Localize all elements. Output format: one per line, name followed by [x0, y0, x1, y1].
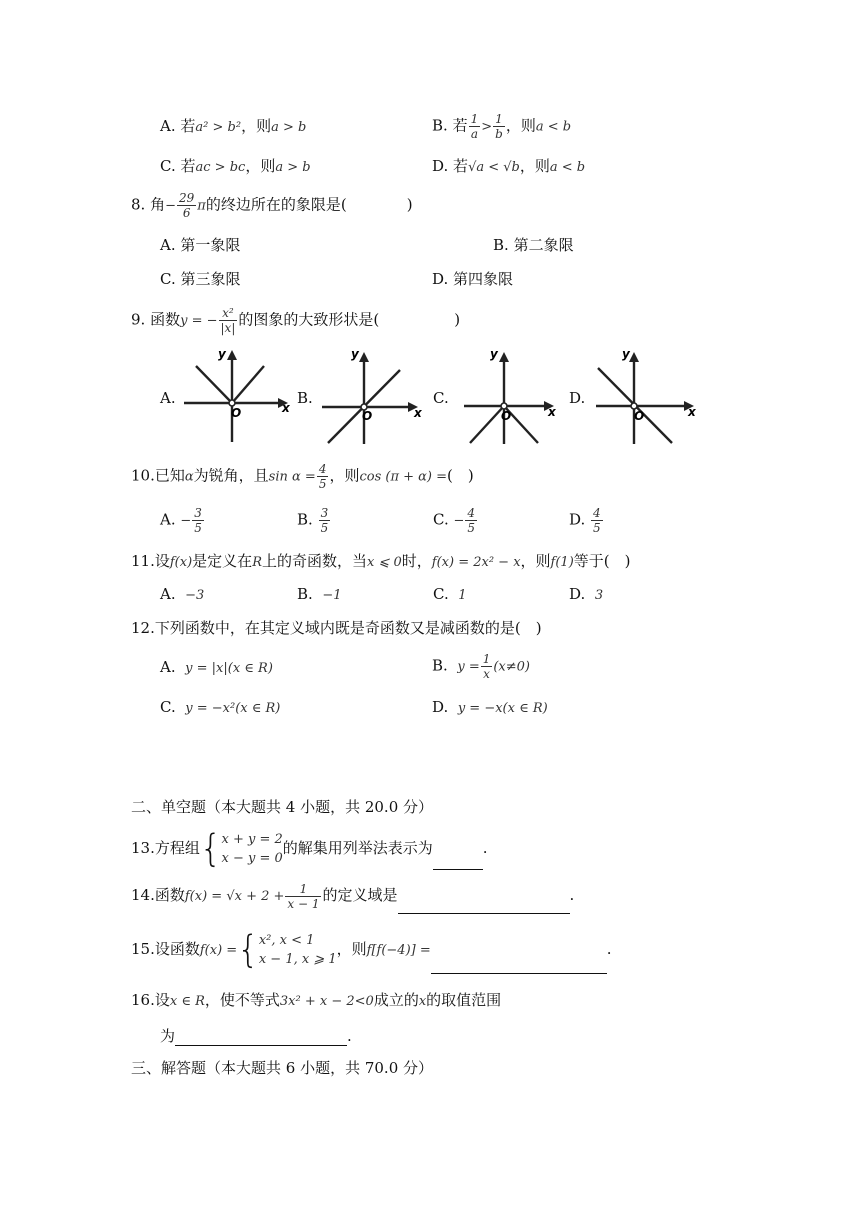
option-label: D.	[432, 157, 449, 175]
case: x², x < 1	[258, 933, 315, 948]
math-expr: −3	[185, 588, 205, 603]
math-expr: sin α =	[268, 469, 316, 485]
option-label: C.	[433, 585, 449, 603]
denominator: b	[495, 127, 503, 141]
option-label: C.	[160, 698, 176, 716]
q10-option-a	[160, 506, 205, 535]
question-number: 11.	[131, 552, 155, 570]
question-text: 方程组	[154, 839, 200, 857]
question-number: 12.	[131, 619, 155, 637]
answer-paren: ( )	[514, 619, 542, 637]
case: x − 1, x ⩾ 1	[258, 952, 337, 967]
option-text: 若	[453, 157, 469, 175]
axis-y-label: y	[218, 347, 226, 361]
fraction	[317, 462, 329, 491]
question-text: 角	[150, 195, 166, 214]
math-expr: 3x² + x − 2<0	[279, 994, 374, 1009]
question-text: 的图象的大致形状是	[238, 310, 374, 329]
question-text: 设	[154, 552, 170, 570]
denominator: 5	[593, 521, 601, 535]
math-expr: α	[184, 469, 194, 485]
math-expr: π	[197, 198, 206, 214]
answer-paren: ( )	[340, 195, 413, 214]
fraction	[192, 506, 204, 535]
fraction	[591, 506, 603, 535]
math-expr: 3	[594, 588, 604, 603]
math-expr: f(x) = 2x² − x	[431, 555, 521, 570]
question-text: 时，	[401, 552, 432, 570]
graph-c	[460, 346, 560, 446]
brace-glyph: {	[237, 928, 259, 972]
q12-option-d	[432, 697, 548, 719]
q10-option-c	[433, 506, 478, 535]
question-text: 函数	[154, 886, 185, 904]
numerator: 1	[493, 112, 505, 127]
option-text: 第三象限	[180, 270, 241, 288]
q15-stem	[131, 926, 612, 974]
math-expr: cos (π + α) =	[359, 469, 448, 485]
axis-x-label: x	[414, 406, 422, 420]
fraction	[465, 506, 477, 535]
option-text: 第四象限	[453, 270, 514, 288]
math-expr: f(x) =	[199, 943, 238, 958]
option-label: A.	[160, 236, 176, 254]
math-expr: a > b	[271, 120, 307, 135]
equation: x − y = 0	[221, 851, 283, 866]
option-text: ，则	[241, 117, 272, 135]
fraction	[469, 112, 481, 141]
question-text: 的终边所在的象限是	[205, 195, 341, 214]
question-text: 设函数	[154, 940, 200, 958]
q7-option-a	[160, 116, 306, 138]
question-text: 设	[154, 991, 170, 1009]
denominator: 5	[318, 477, 327, 491]
option-text: ，则	[505, 116, 536, 135]
option-text: ，则	[519, 157, 550, 175]
question-text: 函数	[150, 310, 181, 329]
answer-paren: ( )	[447, 466, 474, 485]
equation-system	[222, 830, 283, 868]
question-text: 等于	[573, 552, 604, 570]
question-number: 8.	[131, 195, 146, 214]
option-label: B.	[297, 585, 313, 603]
question-number: 10.	[131, 466, 155, 485]
denominator: 5	[320, 521, 329, 535]
answer-blank[interactable]	[433, 853, 483, 870]
axis-x-label: x	[688, 405, 696, 419]
q12-option-a	[160, 657, 273, 679]
option-label: A.	[160, 585, 176, 603]
option-text: 若	[452, 116, 468, 135]
numerator: 3	[194, 506, 202, 520]
math-expr: x	[418, 994, 427, 1009]
math-expr: −	[453, 513, 465, 529]
q9-stem	[131, 306, 460, 335]
math-expr: ac > bc	[195, 160, 246, 175]
q13-stem	[131, 826, 488, 870]
question-text: ，则	[329, 466, 360, 485]
q10-stem	[131, 462, 474, 491]
q11-option-c	[433, 584, 467, 606]
numerator: 3	[320, 506, 329, 520]
math-expr: f(x)	[169, 555, 193, 570]
math-expr: y = −x(x ∈ R)	[457, 701, 548, 716]
q11-option-a	[160, 584, 204, 606]
fraction	[285, 882, 321, 911]
graph-b	[318, 346, 424, 446]
question-number: 14.	[131, 886, 155, 904]
punctuation: .	[347, 1027, 352, 1045]
math-expr: y = |x|(x ∈ R)	[185, 661, 273, 676]
q12-stem	[131, 618, 542, 638]
q12-option-b	[432, 652, 530, 681]
axis-x-label: x	[548, 405, 556, 419]
q10-option-b	[297, 506, 331, 535]
axis-y-label: y	[622, 347, 630, 361]
math-expr: x ∈ R	[169, 994, 205, 1009]
graph-a	[178, 346, 294, 446]
q9-option-d-label: D.	[569, 389, 586, 407]
option-label: C.	[160, 157, 176, 175]
q7-option-b	[432, 112, 571, 141]
q16-line2	[160, 1026, 352, 1046]
q8-option-d	[432, 269, 513, 289]
answer-blank[interactable]	[431, 957, 607, 974]
fraction	[177, 191, 196, 220]
question-text: 为锐角，且	[193, 466, 269, 485]
question-text: ，使不等式	[204, 991, 280, 1009]
axis-y-label: y	[490, 347, 498, 361]
option-text: 第一象限	[180, 236, 241, 254]
math-expr: (x≠0)	[493, 659, 530, 675]
question-number: 15.	[131, 940, 155, 958]
answer-blank[interactable]	[398, 897, 570, 914]
option-label: A.	[160, 117, 176, 135]
option-label: B.	[432, 656, 448, 675]
answer-blank[interactable]	[175, 1029, 347, 1046]
fraction	[493, 112, 505, 141]
q9-option-c-label: C.	[433, 389, 449, 407]
q9-option-b-label: B.	[297, 389, 313, 407]
option-text: 若	[180, 157, 196, 175]
origin-label: O	[231, 406, 242, 420]
piecewise-cases	[259, 931, 337, 969]
q8-option-c	[160, 269, 241, 289]
q16-stem	[131, 990, 501, 1012]
q11-option-b	[297, 584, 342, 606]
math-expr: −	[180, 513, 192, 529]
fraction	[481, 652, 493, 681]
q7-option-d	[432, 156, 585, 178]
denominator: x	[483, 667, 490, 681]
option-label: C.	[160, 270, 176, 288]
math-expr: −1	[322, 588, 342, 603]
math-expr: >	[481, 119, 493, 135]
question-text: 上的奇函数，当	[261, 552, 367, 570]
option-label: B.	[297, 510, 313, 529]
denominator: x − 1	[287, 896, 320, 911]
q10-option-d	[569, 506, 604, 535]
option-label: D.	[569, 585, 586, 603]
math-expr: f(1)	[550, 555, 574, 570]
numerator: x²	[219, 306, 238, 321]
question-text: 下列函数中，在其定义域内既是奇函数又是减函数的是	[154, 619, 515, 637]
equation: x + y = 2	[221, 832, 283, 847]
q11-stem	[131, 551, 631, 573]
math-expr: R	[252, 555, 262, 570]
numerator: 1	[470, 112, 479, 126]
graph-d	[592, 346, 702, 446]
question-text: ，则	[336, 940, 367, 958]
numerator: 29	[179, 191, 195, 205]
question-text: 的定义域是	[322, 886, 398, 904]
question-text: 已知	[154, 466, 185, 485]
math-expr: 1	[458, 588, 467, 603]
q11-option-d	[569, 584, 603, 606]
origin-label: O	[634, 409, 645, 423]
numerator: 4	[593, 506, 601, 520]
option-text: ，则	[245, 157, 276, 175]
punctuation: .	[482, 839, 488, 857]
denominator: 5	[194, 521, 202, 535]
punctuation: .	[606, 940, 612, 958]
math-expr: y = −x²(x ∈ R)	[185, 701, 281, 716]
q8-option-a	[160, 235, 240, 255]
option-text: 若	[180, 117, 196, 135]
option-label: A.	[160, 658, 176, 676]
q8-stem	[131, 191, 413, 220]
option-label: D.	[432, 270, 449, 288]
numerator: 4	[318, 462, 327, 476]
math-expr: a < b	[549, 160, 586, 175]
option-label: B.	[432, 116, 448, 135]
punctuation: .	[569, 886, 575, 904]
section-heading: 二、单空题（本大题共 4 小题，共 20.0 分）	[131, 798, 434, 816]
section-heading: 三、解答题（本大题共 6 小题，共 70.0 分）	[131, 1059, 434, 1077]
option-label: D.	[432, 698, 449, 716]
q12-option-c	[160, 697, 280, 719]
option-label: D.	[569, 510, 586, 529]
numerator: 4	[467, 506, 476, 520]
math-expr: a < b	[535, 119, 572, 135]
math-expr: f(x) = √x + 2 +	[184, 889, 285, 904]
option-label: C.	[433, 510, 449, 529]
q8-option-b	[493, 235, 574, 255]
origin-label: O	[362, 409, 373, 423]
option-text: 第二象限	[513, 236, 574, 254]
math-expr: y = −	[180, 313, 218, 329]
axis-x-label: x	[282, 401, 290, 415]
question-number: 13.	[131, 839, 155, 857]
question-text: 是定义在	[192, 552, 253, 570]
denominator: |x|	[220, 321, 236, 335]
math-expr: √a < √b	[468, 160, 520, 175]
option-label: B.	[493, 236, 509, 254]
brace-glyph: {	[199, 827, 222, 871]
math-expr: y =	[457, 659, 480, 675]
math-expr: a > b	[275, 160, 311, 175]
question-text: 成立的	[373, 991, 419, 1009]
option-label: A.	[160, 510, 176, 529]
denominator: 6	[182, 206, 191, 220]
q7-option-c	[160, 156, 311, 178]
fraction	[219, 306, 238, 335]
denominator: a	[470, 127, 478, 141]
math-expr: x ⩽ 0	[367, 555, 402, 570]
q9-option-a-label: A.	[160, 389, 176, 407]
q14-stem	[131, 878, 574, 914]
math-expr: f[f(−4)] =	[366, 943, 431, 958]
answer-paren: ( )	[373, 310, 461, 329]
math-expr: −	[165, 198, 177, 214]
question-text: 的取值范围	[426, 991, 502, 1009]
origin-label: O	[501, 409, 512, 423]
question-text: ，则	[520, 552, 551, 570]
answer-paren: ( )	[603, 552, 631, 570]
question-text: 为	[160, 1027, 176, 1045]
question-number: 16.	[131, 991, 155, 1009]
question-text: 的解集用列举法表示为	[282, 839, 433, 857]
denominator: 5	[467, 521, 476, 535]
numerator: 1	[482, 652, 491, 666]
math-expr: a² > b²	[195, 120, 242, 135]
fraction	[319, 506, 331, 535]
question-number: 9.	[131, 310, 146, 329]
numerator: 1	[285, 882, 321, 897]
axis-y-label: y	[351, 347, 359, 361]
